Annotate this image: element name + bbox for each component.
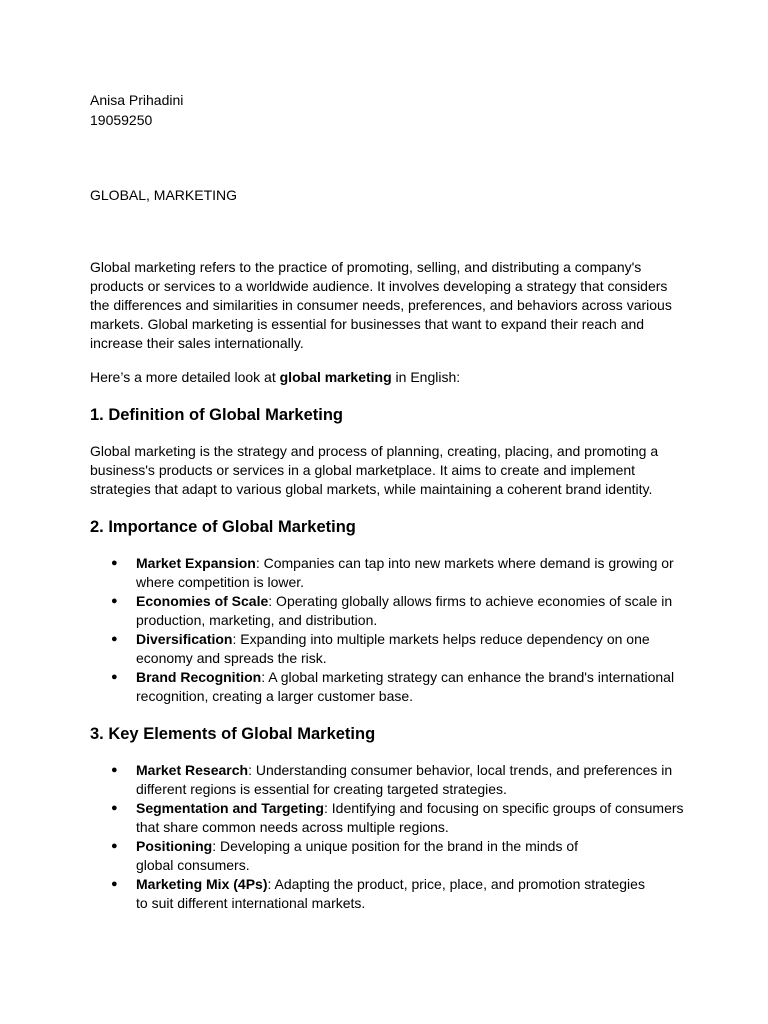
list-item — [90, 837, 690, 875]
definition-paragraph: Global marketing is the strategy and process of planning, creating, placing, and promoting a business's products or services in a global marketplace. It aims to create and implement strategies that adapt to various global markets, while maintaining a coherent brand identity. — [90, 443, 659, 497]
list-item — [90, 630, 690, 668]
bullet-icon: ● — [111, 671, 118, 683]
bullet-icon: ● — [111, 802, 118, 814]
list-item-desc: : Expanding into multiple markets helps reduce dependency on one economy and spreads the risk. — [136, 631, 650, 666]
elements-list — [90, 761, 690, 913]
intro-lead-suffix: in English: — [391, 369, 461, 385]
list-item — [90, 668, 690, 706]
intro-lead-prefix: Here’s a more detailed look at — [90, 369, 280, 385]
bullet-icon: ● — [111, 633, 118, 645]
list-item-term: Brand Recognition — [136, 669, 262, 685]
importance-list — [90, 554, 690, 706]
list-item-desc: : Developing a unique position for the brand in the minds of global consumers. — [136, 838, 579, 873]
section-heading-definition: 1. Definition of Global Marketing — [90, 406, 344, 424]
list-item-term: Positioning — [136, 838, 213, 854]
author-name: Anisa Prihadini — [90, 92, 184, 108]
list-item-desc: : Companies can tap into new markets where demand is growing or where competition is lower. — [136, 555, 674, 590]
list-item-desc: : Understanding consumer behavior, local trends, and preferences in different regions is essential for creating targeted strategies. — [136, 762, 673, 797]
list-item-term: Segmentation and Targeting — [136, 800, 324, 816]
list-item-term: Market Expansion — [136, 555, 256, 571]
list-item — [90, 554, 690, 592]
list-item — [90, 592, 690, 630]
list-item-term: Marketing Mix (4Ps) — [136, 876, 268, 892]
list-item — [90, 875, 690, 913]
list-item-desc: : Operating globally allows firms to achieve economies of scale in production, marketing, and distribution. — [136, 593, 673, 628]
section-heading-elements: 3. Key Elements of Global Marketing — [90, 725, 376, 743]
intro-paragraph: Global marketing refers to the practice of promoting, selling, and distributing a company's products or services to a worldwide audience. It involves developing a strategy that considers the differences and similarities in consumer needs, preferences, and behaviors across various markets. Global marketing is essential for businesses that want to expand their reach and increase their sales internationally. — [90, 259, 672, 351]
document-title: GLOBAL, MARKETING — [90, 187, 238, 203]
intro-lead-bold: global marketing — [279, 369, 392, 385]
intro-lead-line — [90, 368, 460, 387]
bullet-icon: ● — [111, 764, 118, 776]
list-item — [90, 761, 690, 799]
bullet-icon: ● — [111, 840, 118, 852]
student-id: 19059250 — [90, 112, 153, 128]
list-item-term: Diversification — [136, 631, 233, 647]
bullet-icon: ● — [111, 595, 118, 607]
bullet-icon: ● — [111, 878, 118, 890]
list-item-term: Economies of Scale — [136, 593, 269, 609]
bullet-icon: ● — [111, 557, 118, 569]
list-item-desc: : A global marketing strategy can enhance the brand's international recognition, creating a larger customer base. — [136, 669, 675, 704]
list-item — [90, 799, 690, 837]
section-heading-importance: 2. Importance of Global Marketing — [90, 518, 356, 536]
list-item-desc: : Adapting the product, price, place, and promotion strategies to suit different international markets. — [136, 876, 645, 911]
list-item-term: Market Research — [136, 762, 249, 778]
list-item-desc: : Identifying and focusing on specific groups of consumers that share common needs across multiple regions. — [136, 800, 684, 835]
